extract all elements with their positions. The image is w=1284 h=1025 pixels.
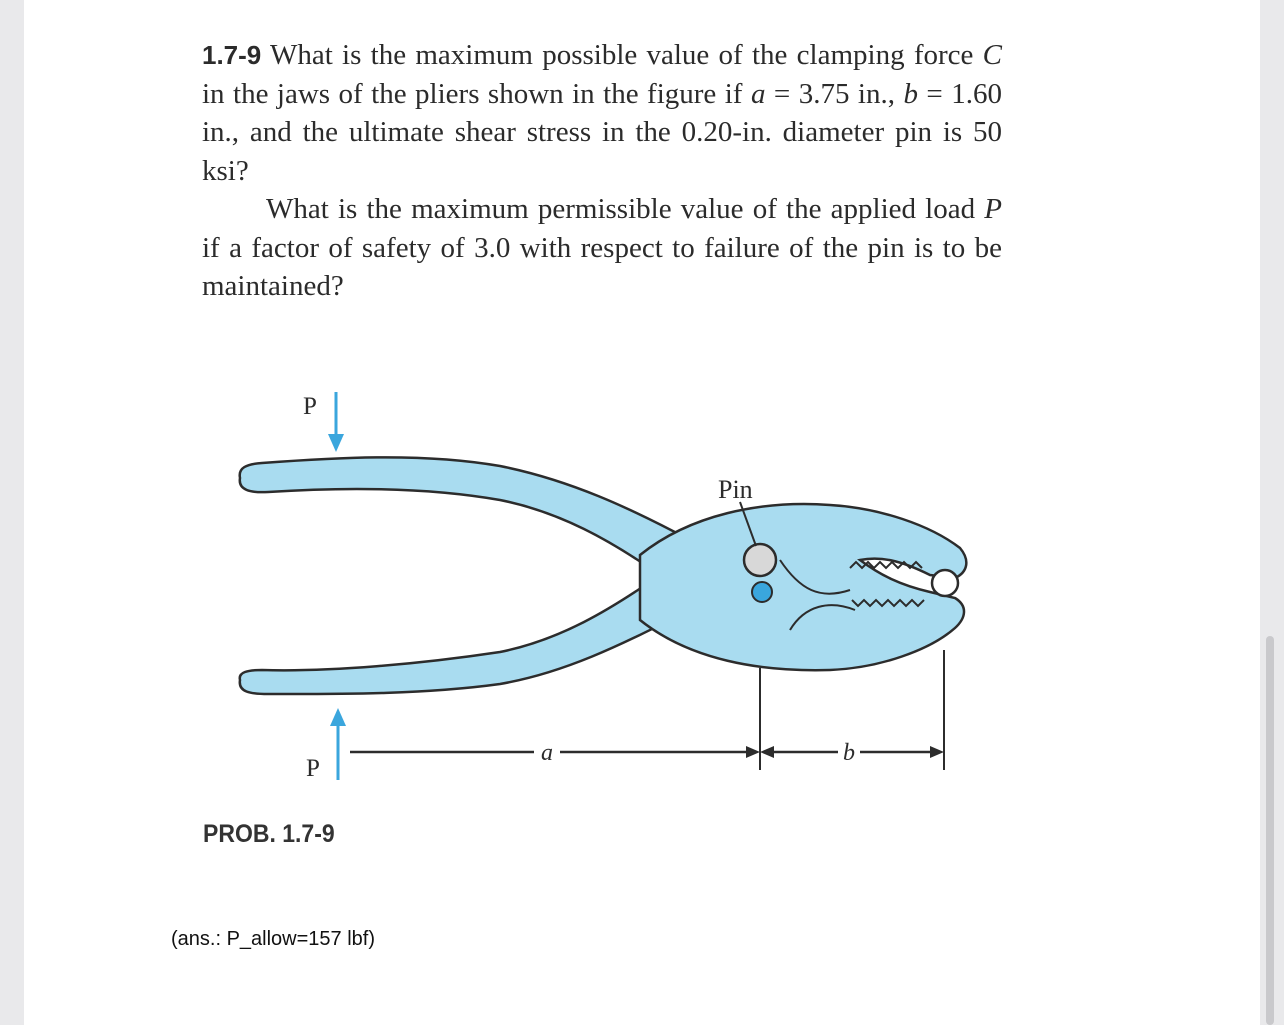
figure-caption: PROB. 1.7-9	[203, 820, 335, 848]
clamped-object	[932, 570, 958, 596]
problem-paragraph-1: 1.7-9 What is the maximum possible value of the clamping force C in the jaws of the pliers shown in the figure if a = 3.75 in., b = 1.60 in., and the ultimate shear stress in the 0.20-in. diameter pin is 50 ksi?	[202, 39, 1002, 187]
dim-b-right-arrowhead	[930, 746, 944, 758]
plier-head	[640, 504, 966, 670]
lower-handle	[240, 575, 690, 694]
pin-circle	[744, 544, 776, 576]
answer-note: (ans.: P_allow=157 lbf)	[171, 928, 376, 950]
problem-number: 1.7-9	[202, 40, 262, 70]
top-load-arrowhead	[328, 434, 344, 452]
pin-label: Pin	[718, 475, 753, 504]
dim-label-b: b	[843, 740, 855, 766]
bottom-load-arrowhead	[330, 708, 346, 726]
pliers-figure	[200, 380, 980, 780]
vertical-scrollbar[interactable]	[1266, 636, 1274, 1025]
problem-paragraph-2: What is the maximum permissible value of the applied load P if a factor of safety of 3.0 with respect to failure of the pin is to be maintained?	[202, 193, 1002, 302]
problem-statement	[202, 36, 1002, 306]
dim-label-a: a	[541, 740, 553, 766]
pin-slot	[752, 582, 772, 602]
upper-handle	[240, 457, 690, 575]
top-load-label: P	[303, 393, 317, 420]
dim-b-left-arrowhead	[760, 746, 774, 758]
dim-a-arrowhead	[746, 746, 760, 758]
bottom-load-label: P	[306, 755, 320, 780]
